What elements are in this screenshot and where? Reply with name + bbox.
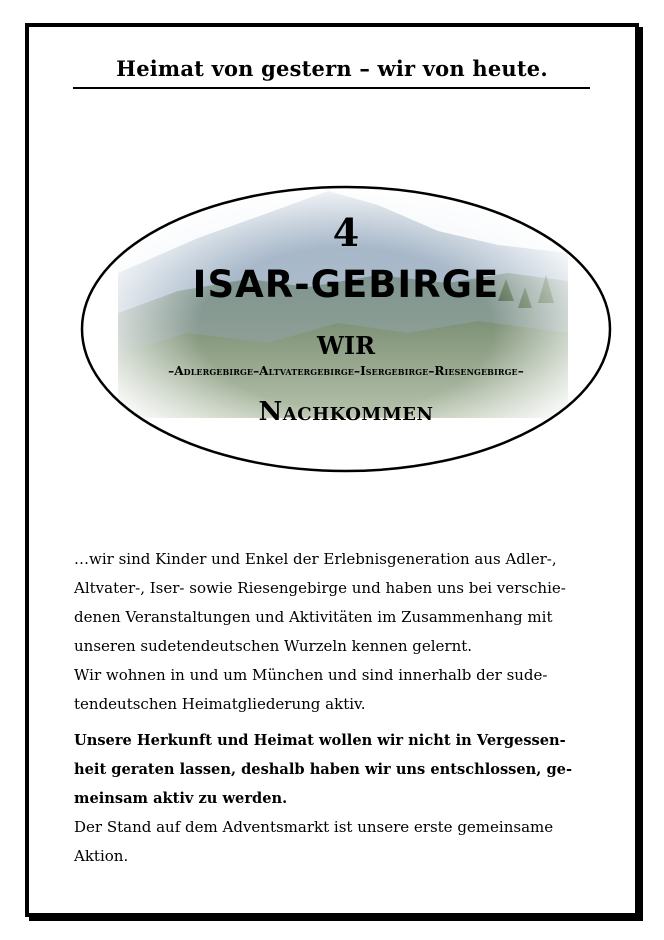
- headline: Heimat von gestern – wir von heute.: [116, 56, 548, 81]
- body-line: unseren sudetendeutschen Wurzeln kennen gelernt.: [74, 637, 473, 655]
- body-text: [74, 545, 594, 871]
- body-line: denen Veranstaltungen und Aktivitäten im Zusammenhang mit: [74, 608, 553, 626]
- body-line: Aktion.: [74, 847, 129, 865]
- isar-gebirge-logo: [78, 183, 614, 475]
- body-line: Wir wohnen in und um München und sind innerhalb der sude-: [74, 666, 548, 684]
- body-line: …wir sind Kinder und Enkel der Erlebnisgeneration aus Adler-,: [74, 550, 557, 568]
- logo-number: 4: [332, 210, 360, 255]
- paragraph-gap: [74, 719, 594, 726]
- body-line: Der Stand auf dem Adventsmarkt ist unsere erste gemeinsame: [74, 818, 554, 836]
- bold-body-line: meinsam aktiv zu werden.: [74, 790, 288, 807]
- logo-title: ISAR-GEBIRGE: [192, 263, 500, 306]
- logo-wir: WIR: [316, 331, 376, 360]
- headline-underline: [73, 87, 590, 89]
- body-line: Altvater-, Iser- sowie Riesengebirge und haben uns bei verschie-: [74, 579, 566, 597]
- bold-body-line: Unsere Herkunft und Heimat wollen wir nicht in Vergessen-: [74, 732, 566, 749]
- body-line: tendeutschen Heimatgliederung aktiv.: [74, 695, 366, 713]
- logo-nachkommen: Nachkommen: [258, 397, 434, 427]
- logo-regions: –Adlergebirge–Altvatergebirge–Isergebirge–Riesengebirge–: [168, 364, 524, 378]
- bold-body-line: heit geraten lassen, deshalb haben wir uns entschlossen, ge-: [74, 761, 573, 778]
